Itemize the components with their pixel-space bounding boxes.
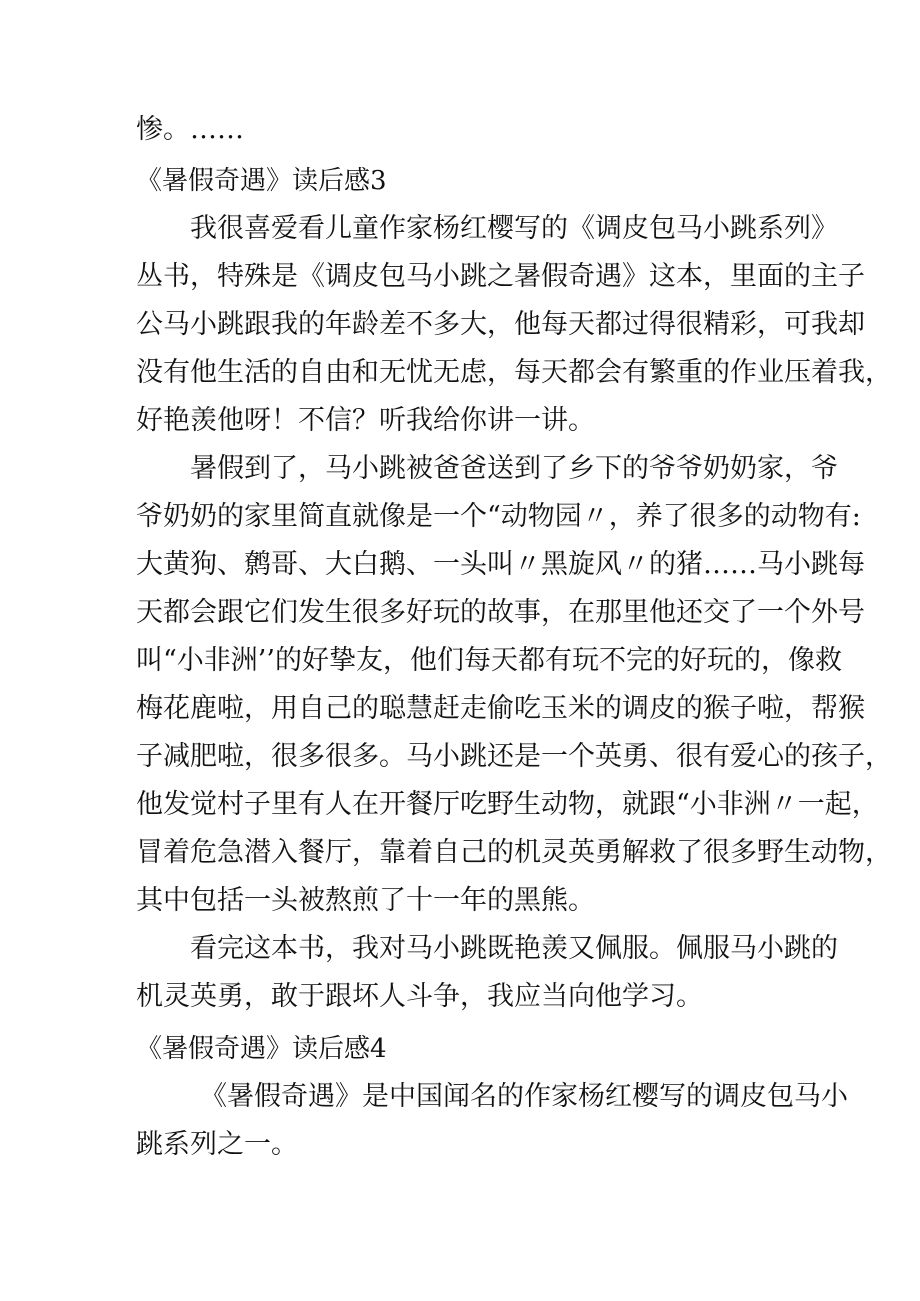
text-line: 大黄狗、鹩哥、大白鹅、一头叫〃黑旋风〃的猪……马小跳每 xyxy=(136,549,865,580)
text-line: 冒着危急潜入餐厅，靠着自己的机灵英勇解救了很多野生动物， xyxy=(136,837,892,868)
section-heading: 《暑假奇遇》读后感3 xyxy=(136,166,387,196)
text-line: 他发觉村子里有人在开餐厅吃野生动物，就跟“小非洲〃一起， xyxy=(136,789,879,820)
text-line: 叫“小非洲’’的好挚友，他们每天都有玩不完的好玩的，像救 xyxy=(136,645,842,676)
text-line: 惨。…… xyxy=(136,114,244,145)
text-line: 看完这本书，我对马小跳既艳羡又佩服。佩服马小跳的 xyxy=(190,933,838,964)
text-line: 天都会跟它们发生很多好玩的故事，在那里他还交了一个外号 xyxy=(136,597,865,628)
text-line: 机灵英勇，敢于跟坏人斗争，我应当向他学习。 xyxy=(136,981,703,1012)
text-line: 《暑假奇遇》是中国闻名的作家杨红樱写的调皮包马小 xyxy=(200,1081,848,1112)
text-line: 跳系列之一。 xyxy=(136,1129,298,1160)
text-line: 暑假到了，马小跳被爸爸送到了乡下的爷爷奶奶家，爷 xyxy=(190,453,838,484)
section-heading: 《暑假奇遇》读后感4 xyxy=(136,1034,387,1064)
text-line: 好艳羡他呀！不信？听我给你讲一讲。 xyxy=(136,405,595,436)
text-line: 子减肥啦，很多很多。马小跳还是一个英勇、很有爱心的孩子， xyxy=(136,741,892,772)
text-line: 丛书，特殊是《调皮包马小跳之暑假奇遇》这本，里面的主子 xyxy=(136,261,865,292)
text-line: 其中包括一头被熬煎了十一年的黑熊。 xyxy=(136,885,595,916)
text-line: 爷奶奶的家里简直就像是一个“动物园〃，养了很多的动物有: xyxy=(136,501,861,532)
text-line: 梅花鹿啦，用自己的聪慧赶走偷吃玉米的调皮的猴子啦，帮猴 xyxy=(136,693,865,724)
text-line: 我很喜爱看儿童作家杨红樱写的《调皮包马小跳系列》 xyxy=(190,213,838,244)
text-line: 没有他生活的自由和无忧无虑，每天都会有繁重的作业压着我， xyxy=(136,357,892,388)
text-line: 公马小跳跟我的年龄差不多大，他每天都过得很精彩，可我却 xyxy=(136,309,865,340)
